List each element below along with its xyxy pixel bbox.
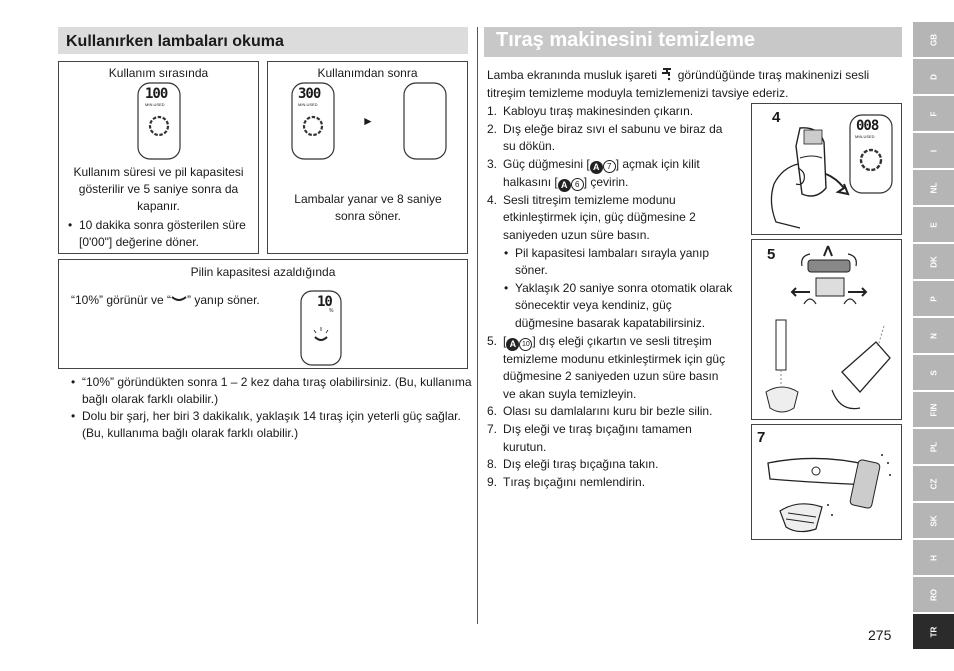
ref-badge: A	[590, 161, 603, 174]
step-sub-item: • Yaklaşık 20 saniye sonra otomatik olarak sönecektir veya kendiniz, güç düğmesine basarak kapatabilirsiniz.	[503, 280, 733, 333]
step-number: 7.	[487, 421, 498, 436]
lang-tab-dk[interactable]	[913, 244, 954, 279]
lang-tab-label: P	[929, 295, 938, 302]
step-number: 2.	[487, 121, 498, 136]
figure-number: 5	[767, 246, 776, 263]
lang-tab-nl[interactable]	[913, 170, 954, 205]
box-after-use-text: Lambalar yanar ve 8 saniye sonra söner.	[294, 192, 442, 223]
lang-tab-label: NL	[929, 182, 938, 193]
box-in-use	[58, 61, 259, 254]
drying-shaver-illustration	[758, 445, 898, 537]
lang-tab-label: RO	[929, 588, 938, 601]
column-divider	[477, 27, 478, 624]
arrow-right-icon: ►	[362, 114, 374, 128]
box-in-use-bullets	[65, 217, 269, 251]
step-text: ] çevirin.	[583, 174, 629, 189]
intro-before: Lamba ekranında musluk işareti	[487, 68, 661, 82]
low-battery-text-after: ” yanıp söner.	[187, 293, 260, 307]
lang-tab-e[interactable]	[913, 207, 954, 242]
step-text: Dış eleği ve tıraş bıçağını tamamen kurutun.	[503, 421, 692, 454]
step-number: 1.	[487, 104, 498, 118]
intro-text	[487, 67, 897, 102]
display-in-use-value: 100	[145, 86, 168, 102]
step-item	[487, 103, 733, 121]
box-in-use-bullet: • 10 dakika sonra gösterilen süre [0'00"] değerine döner.	[79, 217, 269, 251]
title-bar	[484, 27, 902, 57]
section-heading-lamps: Kullanırken lambaları okuma	[58, 27, 468, 54]
notes-list	[68, 374, 477, 442]
lang-tab-p[interactable]	[913, 281, 954, 316]
lang-tab-tr[interactable]	[913, 614, 954, 649]
step-text: ] dış eleği çıkartın ve sesli titreşim temizleme modunu etkinleştirmek için güç düğmesine 2 saniyeden uzun süre basın ve akan suyla temizleyin.	[503, 333, 726, 401]
step-text: Kabloyu tıraş makinesinden çıkarın.	[503, 104, 694, 118]
step-text: Dış eleğe biraz sıvı el sabunu ve biraz da su dökün.	[503, 121, 723, 154]
hand-turning-ring-illustration	[760, 118, 850, 232]
step-text: Olası su damlalarını kuru bir bezle silin.	[503, 404, 713, 419]
step-text: Tıraş bıçağını nemlendirin.	[503, 474, 646, 489]
page-title: Tıraş makinesini temizleme	[496, 29, 756, 51]
step-text: Güç düğmesini [	[503, 156, 590, 171]
step-item	[487, 474, 733, 492]
step-item	[487, 121, 733, 156]
figure-4	[751, 103, 902, 235]
box-after-use	[267, 61, 468, 254]
box-low-battery	[58, 259, 468, 369]
box-in-use-text: Kullanım süresi ve pil kapasitesi gösterilir ve 5 saniye sonra da kapanır.	[73, 165, 244, 213]
lang-tab-gb[interactable]	[913, 22, 954, 57]
lang-tab-label: PL	[929, 441, 938, 452]
figure-7	[751, 424, 902, 540]
faucet-icon	[660, 67, 674, 81]
lang-tab-label: TR	[929, 626, 938, 637]
intro-after: göründüğünde tıraş makinenizi sesli titreşim temizleme moduyla temizlemenizi tavsiye ederiz.	[487, 68, 870, 100]
step-item	[487, 456, 733, 474]
lang-tab-label: FIN	[929, 403, 938, 416]
display-after-use-value: 300	[298, 86, 321, 102]
lang-tab-label: I	[929, 149, 938, 152]
step-item	[487, 156, 733, 192]
step-number: 6.	[487, 404, 498, 419]
step-sub-item: • Pil kapasitesi lambaları sırayla yanıp söner.	[503, 245, 733, 280]
display-low-battery-unit: %	[329, 308, 334, 314]
lang-tab-d[interactable]	[913, 59, 954, 94]
page-number: 275	[868, 627, 892, 643]
step-item	[487, 333, 733, 404]
lang-tab-s[interactable]	[913, 355, 954, 390]
ref-number: 6	[571, 178, 584, 191]
box-in-use-label: Kullanım sırasında	[108, 66, 209, 80]
step-text: [	[503, 333, 507, 348]
low-battery-text-before: “10%” görünür ve “	[71, 293, 172, 307]
lang-tab-sk[interactable]	[913, 503, 954, 538]
lang-tab-label: CZ	[929, 478, 938, 489]
display-fig4-sub: MIN.USED	[855, 134, 875, 139]
lang-tab-label: D	[929, 73, 938, 80]
display-fig4-value: 008	[856, 118, 879, 134]
step-item	[487, 421, 733, 456]
figure-5	[751, 239, 902, 420]
step-text: Dış eleği tıraş bıçağına takın.	[503, 457, 659, 472]
lang-tab-label: F	[929, 111, 938, 116]
step-number: 8.	[487, 457, 498, 472]
step-item	[487, 192, 733, 333]
lang-tab-label: DK	[929, 255, 938, 268]
lang-tab-label: E	[929, 221, 938, 228]
lang-tab-label: SK	[929, 514, 938, 527]
step-text: ] açmak için kilit halkasını [	[503, 156, 700, 189]
lang-tab-h[interactable]	[913, 540, 954, 575]
lang-tab-i[interactable]	[913, 133, 954, 168]
step-number: 4.	[487, 192, 498, 207]
steps-list	[487, 103, 733, 491]
lang-tab-n[interactable]	[913, 318, 954, 353]
dash-blink-icon	[171, 295, 187, 303]
ref-badge: A	[558, 179, 571, 192]
figure-number: 7	[757, 429, 766, 446]
lang-tab-label: S	[929, 369, 938, 376]
step-number: 5.	[487, 333, 498, 348]
box-after-use-label: Kullanımdan sonra	[317, 66, 418, 80]
step-item	[487, 403, 733, 421]
lang-tab-f[interactable]	[913, 96, 954, 131]
ref-badge: A	[506, 338, 519, 351]
step-number: 9.	[487, 474, 498, 489]
lang-tab-fin[interactable]	[913, 392, 954, 427]
lang-tab-ro[interactable]	[913, 577, 954, 612]
lang-tab-cz[interactable]	[913, 466, 954, 501]
figure-number: 4	[772, 109, 781, 126]
lang-tab-pl[interactable]	[913, 429, 954, 464]
display-after-use-sub: MIN.USED	[298, 102, 318, 107]
remove-foil-and-rinse-illustration	[756, 242, 898, 418]
display-low-battery-value: 10	[317, 294, 332, 310]
box-low-battery-label: Pilin kapasitesi azaldığında	[190, 265, 336, 279]
note-item: • “10%” göründükten sonra 1 – 2 kez daha tıraş olabilirsiniz. (Bu, kullanıma bağlı olarak farklı olabilir.)	[82, 374, 477, 408]
ref-number: 10	[519, 338, 532, 351]
step-number: 3.	[487, 156, 498, 171]
lang-tab-label: H	[929, 554, 938, 561]
ref-number: 7	[603, 160, 616, 173]
display-off-icon	[403, 82, 447, 160]
lang-tab-label: N	[929, 332, 938, 339]
note-item: • Dolu bir şarj, her biri 3 dakikalık, yaklaşık 14 tıraş için yeterli güç sağlar. (Bu, kullanıma bağlı olarak farklı olabilir.)	[82, 408, 477, 442]
lang-tab-label: GB	[929, 33, 938, 46]
step-text: Sesli titreşim temizleme modunu etkinleştirmek için, güç düğmesine 2 saniyeden uzun süre basın.	[503, 192, 696, 242]
box-low-battery-text	[71, 292, 260, 309]
display-in-use-sub: MIN.USED	[145, 102, 165, 107]
